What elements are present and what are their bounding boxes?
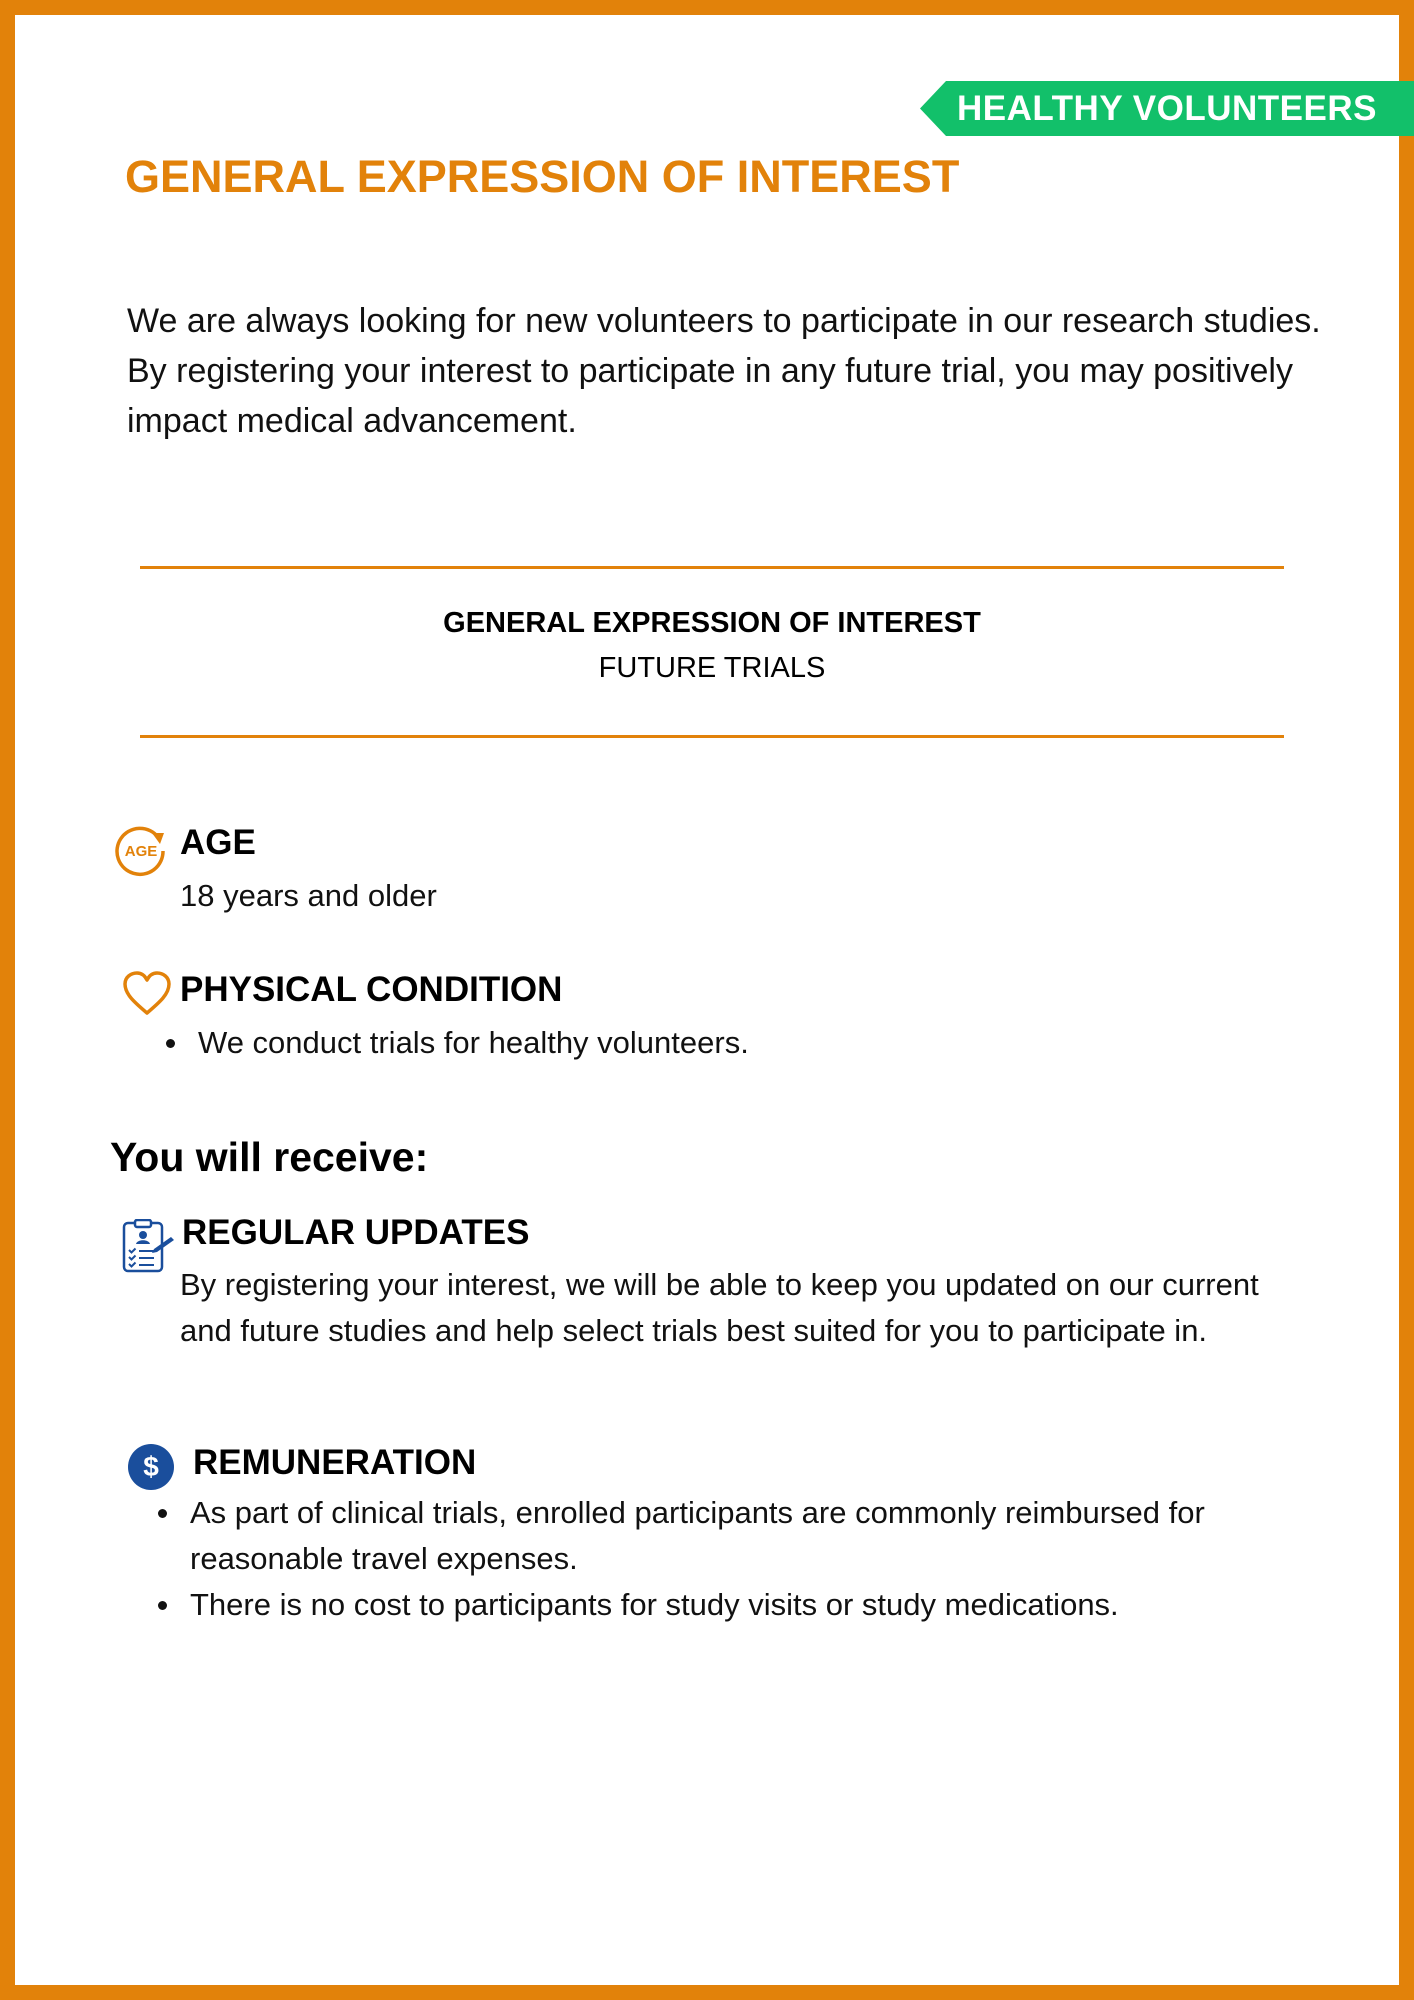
regular-updates-heading: REGULAR UPDATES — [182, 1213, 530, 1252]
healthy-volunteers-badge — [920, 81, 1414, 136]
list-item: We conduct trials for healthy volunteers. — [162, 1020, 1262, 1066]
physical-condition-heading: PHYSICAL CONDITION — [180, 970, 563, 1009]
study-box-subtitle: FUTURE TRIALS — [598, 652, 826, 684]
receive-heading: You will receive: — [110, 1134, 429, 1180]
clipboard-icon — [121, 1219, 175, 1275]
study-box-title: GENERAL EXPRESSION OF INTEREST — [443, 607, 981, 639]
physical-condition-list — [162, 1020, 1262, 1066]
regular-updates-text: By registering your interest, we will be able to keep you updated on our current and future studies and help select trials best suited for you to participate in. — [180, 1267, 1259, 1348]
dollar-icon-label: $ — [143, 1451, 159, 1482]
remuneration-heading: REMUNERATION — [193, 1443, 477, 1482]
age-icon-label: AGE — [124, 843, 158, 860]
heart-icon — [122, 971, 172, 1017]
page-title: GENERAL EXPRESSION OF INTEREST — [125, 151, 960, 202]
intro-paragraph: We are always looking for new volunteers to participate in our research studies. By registering your interest to participate in any future trial, you may positively impact medical advancement. — [127, 302, 1321, 440]
list-item: There is no cost to participants for study visits or study medications. — [154, 1582, 1214, 1628]
age-text: 18 years and older — [180, 878, 437, 913]
list-item: As part of clinical trials, enrolled participants are commonly reimbursed for reasonable travel expenses. — [154, 1490, 1214, 1582]
remuneration-list — [154, 1490, 1214, 1628]
dollar-icon — [127, 1443, 175, 1491]
age-icon — [115, 825, 167, 877]
divider-bottom — [140, 735, 1284, 738]
badge-label: HEALTHY VOLUNTEERS — [957, 89, 1377, 128]
divider-top — [140, 566, 1284, 569]
age-heading: AGE — [180, 823, 256, 862]
